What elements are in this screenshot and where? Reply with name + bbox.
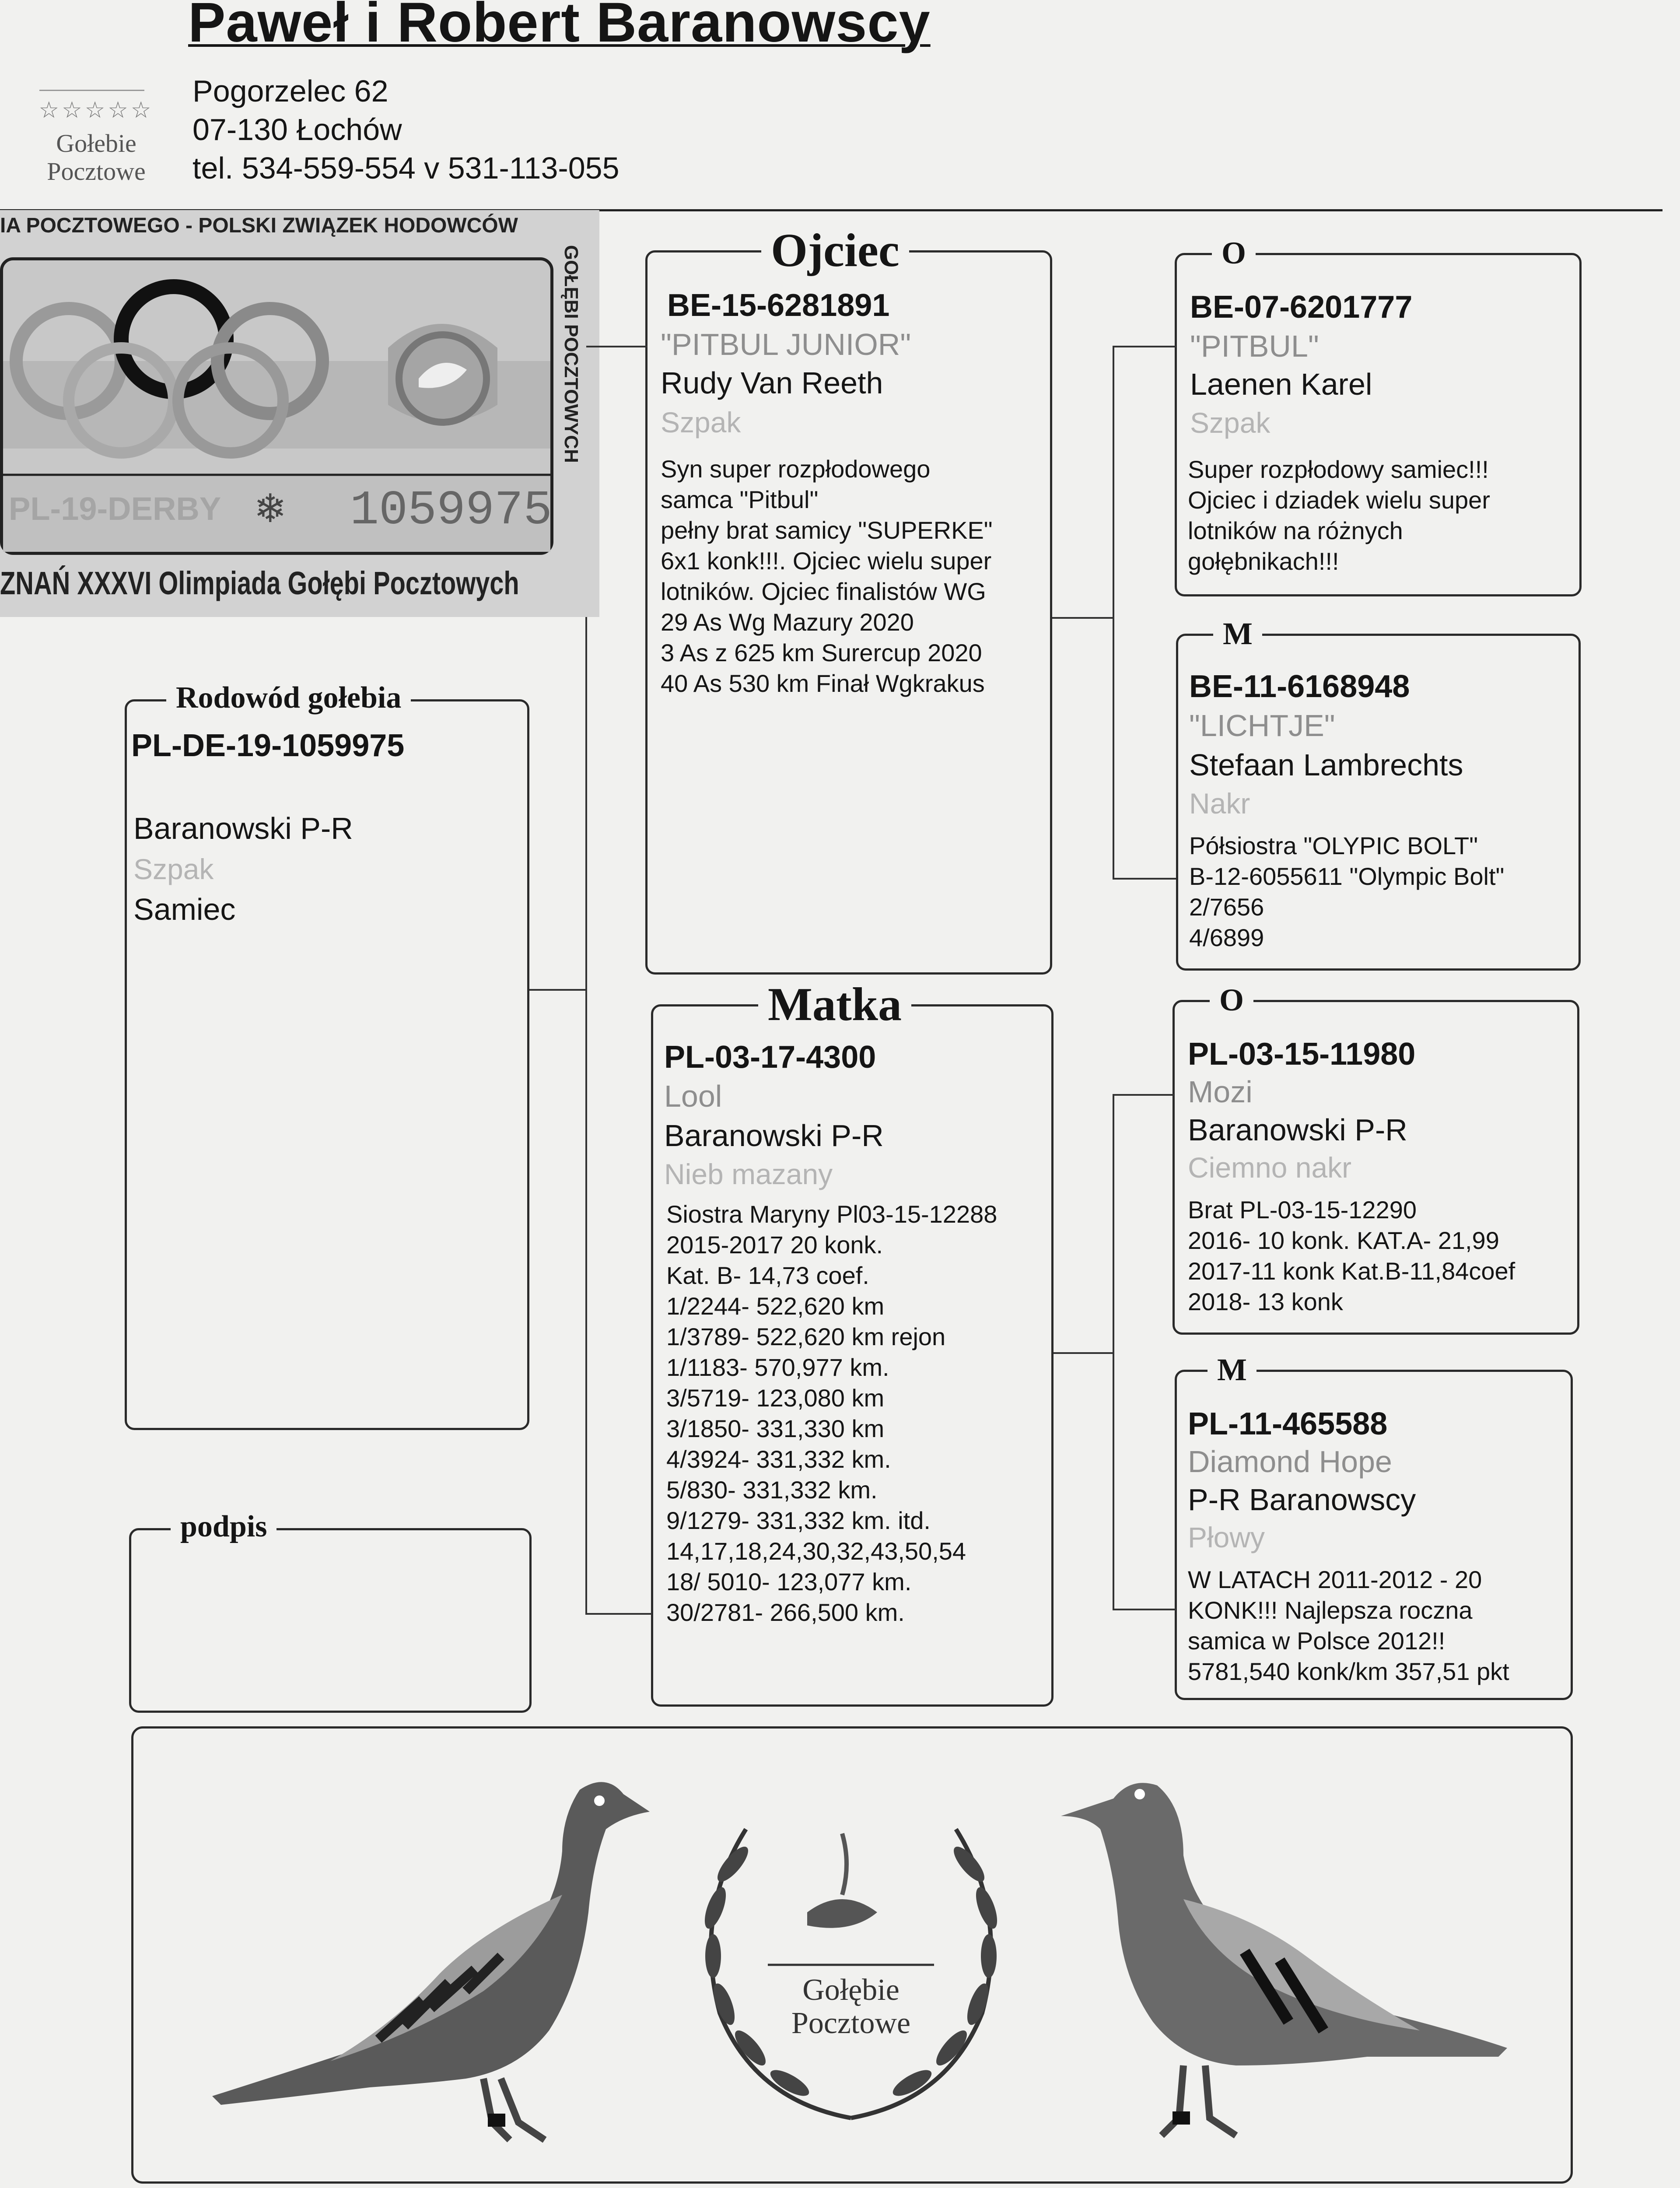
pigeon-left-image: [186, 1764, 658, 2157]
mgf-note: 2017-11 konk Kat.B-11,84coef: [1188, 1257, 1516, 1285]
seal-line1: Gołębie: [802, 1973, 900, 2007]
mother-note: Kat. B- 14,73 coef.: [666, 1262, 869, 1289]
mother-color: Nieb mazany: [664, 1158, 833, 1190]
mgf-note: 2016- 10 konk. KAT.A- 21,99: [1188, 1227, 1499, 1254]
maternal-grandfather-legend: O: [1210, 982, 1253, 1018]
address-city: 07-130 Łochów: [192, 112, 402, 147]
father-note: 6x1 konk!!!. Ojciec wielu super: [661, 547, 992, 575]
mother-note: 14,17,18,24,30,32,43,50,54: [666, 1537, 966, 1565]
mother-note: 3/1850- 331,330 km: [666, 1415, 885, 1442]
header-logo: [18, 130, 175, 186]
subject-ring: PL-DE-19-1059975: [131, 728, 405, 763]
father-note: pełny brat samicy "SUPERKE": [661, 516, 993, 544]
paternal-grandmother-box: [1176, 616, 1581, 971]
maternal-grandmother-legend: M: [1208, 1352, 1256, 1388]
stamp-bottom-text: ZNAŃ XXXVI Olimpiada Gołębi Pocztowych: [0, 565, 519, 601]
mother-note: 1/1183- 570,977 km.: [666, 1353, 889, 1381]
father-box: [645, 224, 1052, 975]
connector-line: [1113, 346, 1114, 880]
mgf-note: 2018- 13 konk: [1188, 1288, 1343, 1315]
paternal-grandmother-ring: BE-11-6168948: [1189, 669, 1410, 704]
stamp-top-text: IA POCZTOWEGO - POLSKI ZWIĄZEK HODOWCÓW: [0, 214, 518, 237]
mgm-note: samica w Polsce 2012!!: [1188, 1627, 1446, 1655]
maternal-grandmother-notes: [1188, 1564, 1509, 1687]
paternal-grandfather-legend: O: [1212, 235, 1256, 271]
mgm-note: 5781,540 konk/km 357,51 pkt: [1188, 1658, 1509, 1685]
mother-note: 9/1279- 331,332 km. itd.: [666, 1507, 931, 1534]
father-note: lotników. Ojciec finalistów WG: [661, 578, 986, 605]
pigeon-image-box: [131, 1726, 1573, 2184]
connector-line: [586, 346, 648, 347]
father-note: samca "Pitbul": [661, 486, 819, 513]
paternal-grandmother-legend: M: [1213, 616, 1262, 652]
seal-line2: Pocztowe: [791, 2006, 911, 2040]
mother-name: Lool: [664, 1079, 722, 1113]
pgf-note: gołębnikach!!!: [1188, 547, 1339, 575]
paternal-grandfather-color: Szpak: [1190, 407, 1270, 439]
maternal-grandfather-notes: [1188, 1195, 1515, 1317]
connector-line: [1113, 346, 1176, 347]
address-street: Pogorzelec 62: [192, 74, 388, 108]
mother-note: 3/5719- 123,080 km: [666, 1384, 885, 1412]
maternal-grandmother-color: Płowy: [1188, 1521, 1265, 1553]
father-notes: [661, 454, 993, 699]
logo-stars: ☆☆☆☆☆: [38, 98, 154, 123]
connector-line: [585, 617, 587, 1615]
father-ring: BE-15-6281891: [667, 288, 890, 323]
mother-note: 18/ 5010- 123,077 km.: [666, 1568, 912, 1595]
mgm-note: W LATACH 2011-2012 - 20: [1188, 1566, 1482, 1593]
mother-note: 4/3924- 331,332 km.: [666, 1445, 891, 1473]
father-color: Szpak: [661, 406, 741, 438]
connector-line: [1052, 617, 1113, 619]
maternal-grandmother-breeder: P-R Baranowscy: [1188, 1483, 1416, 1517]
mother-note: 1/2244- 522,620 km: [666, 1292, 885, 1320]
paternal-grandmother-name: "LICHTJE": [1189, 708, 1335, 743]
father-breeder: Rudy Van Reeth: [661, 366, 883, 400]
subject-legend: Rodowód gołebia: [166, 680, 411, 715]
paternal-grandfather-name: "PITBUL": [1190, 329, 1319, 363]
father-note: 29 As Wg Mazury 2020: [661, 608, 914, 636]
pgf-note: Ojciec i dziadek wielu super: [1188, 486, 1490, 514]
mother-note: 2015-2017 20 konk.: [666, 1231, 883, 1259]
signature-legend: podpis: [171, 1509, 276, 1544]
logo-divider: [39, 90, 144, 91]
paternal-grandfather-notes: [1188, 454, 1490, 577]
maternal-grandfather-breeder: Baranowski P-R: [1188, 1113, 1407, 1147]
mother-box: [651, 978, 1054, 1707]
logo-line1: Gołebie: [56, 129, 136, 158]
pgf-note: lotników na różnych: [1188, 517, 1403, 544]
seal-text: [737, 1974, 965, 2040]
maternal-grandfather-box: [1172, 982, 1579, 1335]
connector-line: [1113, 1609, 1176, 1610]
connector-line: [1113, 878, 1176, 880]
subject-color: Szpak: [133, 853, 214, 885]
father-legend: Ojciec: [761, 224, 909, 278]
maternal-grandfather-ring: PL-03-15-11980: [1188, 1037, 1416, 1072]
stamp-number: 1059975: [350, 484, 553, 538]
logo-line2: Pocztowe: [47, 157, 146, 186]
pgm-note: 4/6899: [1189, 924, 1264, 951]
subject-sex: Samiec: [133, 892, 236, 926]
pigeon-right-image: [1052, 1759, 1525, 2162]
connector-line: [529, 989, 586, 991]
mother-note: Siostra Maryny Pl03-15-12288: [666, 1200, 998, 1228]
subject-box: [125, 681, 529, 1430]
mother-note: 30/2781- 266,500 km.: [666, 1599, 905, 1626]
maternal-grandmother-ring: PL-11-465588: [1188, 1406, 1388, 1441]
laurel-seal-graphic: [658, 1768, 1043, 2144]
connector-line: [586, 1613, 652, 1615]
maternal-grandfather-name: Mozi: [1188, 1075, 1253, 1109]
paternal-grandmother-breeder: Stefaan Lambrechts: [1189, 748, 1463, 782]
owner-name: Paweł i Robert Baranowscy: [188, 0, 931, 54]
connector-line: [1113, 1094, 1114, 1610]
maternal-grandfather-color: Ciemno nakr: [1188, 1151, 1352, 1184]
snowflake-icon: ❄: [254, 487, 287, 531]
mother-note: 1/3789- 522,620 km rejon: [666, 1323, 946, 1350]
stamp-derby-code: PL-19-DERBY: [9, 491, 221, 527]
maternal-grandmother-name: Diamond Hope: [1188, 1445, 1392, 1479]
subject-breeder: Baranowski P-R: [133, 811, 353, 845]
pgm-note: Półsiostra "OLYPIC BOLT": [1189, 832, 1478, 859]
maternal-grandmother-box: [1175, 1352, 1573, 1700]
paternal-grandmother-color: Nakr: [1189, 787, 1250, 820]
mother-legend: Matka: [758, 978, 911, 1032]
pgm-note: 2/7656: [1189, 893, 1264, 921]
father-note: Syn super rozpłodowego: [661, 455, 931, 483]
mother-notes: [666, 1199, 997, 1628]
connector-line: [1054, 1352, 1113, 1354]
paternal-grandfather-breeder: Laenen Karel: [1190, 367, 1372, 401]
mother-note: 5/830- 331,332 km.: [666, 1476, 878, 1504]
signature-box: [129, 1510, 532, 1713]
father-note: 3 As z 625 km Surercup 2020: [661, 639, 982, 666]
mgm-note: KONK!!! Najlepsza roczna: [1188, 1596, 1473, 1624]
paternal-grandmother-notes: [1189, 831, 1504, 953]
father-note: 40 As 530 km Finał Wgkrakus: [661, 670, 985, 697]
connector-line: [1113, 1094, 1174, 1096]
phone-numbers: tel. 534-559-554 v 531-113-055: [192, 151, 620, 185]
mother-breeder: Baranowski P-R: [664, 1119, 884, 1153]
paternal-grandfather-ring: BE-07-6201777: [1190, 290, 1413, 325]
stamp-side-text: GOŁĘBI POCZTOWYCH: [560, 245, 582, 463]
father-name: "PITBUL JUNIOR": [661, 327, 911, 361]
mgf-note: Brat PL-03-15-12290: [1188, 1196, 1417, 1224]
mother-ring: PL-03-17-4300: [664, 1040, 876, 1075]
paternal-grandfather-box: [1175, 235, 1582, 596]
pgf-note: Super rozpłodowy samiec!!!: [1188, 456, 1489, 483]
pgm-note: B-12-6055611 "Olympic Bolt": [1189, 863, 1505, 890]
